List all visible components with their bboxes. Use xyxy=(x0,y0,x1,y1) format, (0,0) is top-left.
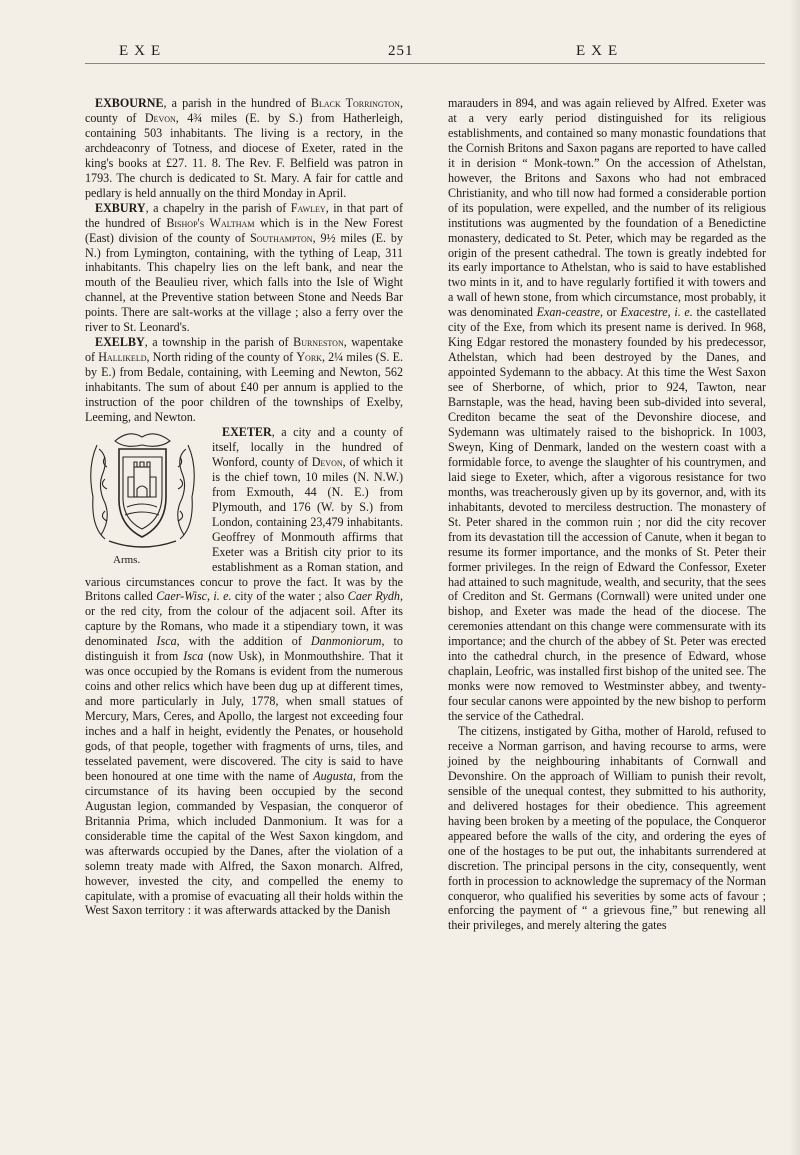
page-number: 251 xyxy=(388,43,414,59)
running-head-right: EXE xyxy=(576,43,624,59)
italic-term: Caer Rydh xyxy=(347,589,400,604)
exeter-continued: marauders in 894, and was again relieved by Alfred. Exeter was at a very early period distinguished for its religious establishments, and contained so many monastic foundations that the Cornish Britons and Saxon pagans are reported to have called it in derision “ Monk-town.” On the accession of Athelstan, however, the Britons and Saxons who had not embraced Christianity, and who till now had formed a considerable portion of its population, were expelled, and the number of its religious institutions was augmented by the foundation of a Benedictine monastery, dedicated to St. Peter, which may be regarded as the origin of the present cathedral. The town is greatly indebted for its early importance to Athelstan, who is said to have established two mints in it, and to have regularly fortified it with towers and a wall of hewn stone, from which circumstance, most probably, it was denominated Exan-ceastre, or Exacestre, i. e. the castellated city of the Exe, from which its present name is derived. In 968, King Edgar restored the monastery founded by his predecessor, Athelstan, which had been destroyed by the Danes, and appointed Sydemann to the abbacy. At this time the West Saxon see of Sherborne, of which, prior to 924, Tawton, near Barnstaple, was the head, having been sub-divided into several, Crediton became the seat of the Devonshire diocese, and Sydemann was ultimately raised to the bishoprick. In 1003, Sweyn, King of Denmark, landed on the western coast with a formidable force, to avenge the slaughter of his countrymen, and laid siege to Exeter, which, after a vigorous resistance for two months, was treacherously given up by its governor, and, with its inhabitants, devoted to merciless destruction. The monastery of St. Peter shared in the common ruin ; nor did the city recover from its devastation till the accession of Canute, when it began to resume its former importance, and the monks of St. Peter their former privileges. In the reign of Edward the Confessor, Exeter had attained to such magnitude, wealth, and security, that the sees of Crediton and St. Germans (Cornwall) were united under one bishop, and Exeter was made the head of the diocese. The ceremonies attendant on this change were commensurate with its importance; and the church of the abbey of St. Peter was erected into the cathedral church, in the presence of Edward, whose chaplain, Leofric, was installed first bishop of the united see. The monks were now removed to Westminster abbey, and twenty-four secular canons were appointed by the new bishop to perform the service of the Cathedral. xyxy=(448,96,766,724)
place-name: York xyxy=(296,350,322,365)
entry-headword: EXBURY xyxy=(95,200,146,215)
place-name: Bishop's Waltham xyxy=(166,215,255,230)
entry-headword: EXELBY xyxy=(95,335,145,350)
place-name: Fawley xyxy=(290,200,326,215)
coat-of-arms xyxy=(79,427,206,567)
place-name: Devon xyxy=(144,110,176,125)
page-edge-shadow xyxy=(790,0,800,1155)
header-rule xyxy=(85,63,765,64)
place-name: Hallikeld xyxy=(98,350,147,365)
italic-term: Danmoniorum xyxy=(310,634,382,649)
entry-exbury: EXBURY, a chapelry in the parish of Fawley, in that part of the hundred of Bishop's Waltham which is in the New Forest (East) division of the county of Southampton, 9½ miles (E. by N.) from Lymington, containing, with the tything of Leap, 311 inhabitants. This chapelry lies on the left bank, and near the mouth of the Beaulieu river, which falls into the Isle of Wight channel, at the Preventive station between Stone and Needs Bar points. There are salt-works at the village ; also a ferry over the river to St. Leonard's. xyxy=(85,200,403,335)
entry-headword: EXBOURNE xyxy=(95,96,164,110)
place-name: Devon xyxy=(311,454,343,469)
left-column xyxy=(85,96,403,918)
place-name: Burneston xyxy=(293,335,344,350)
italic-term: Exacestre, i. e. xyxy=(620,305,693,320)
italic-term: Augusta xyxy=(313,768,353,783)
arms-caption: Arms. xyxy=(113,553,141,566)
entry-exbourne: EXBOURNE, a parish in the hundred of Black Torrington, county of Devon, 4¾ miles (E. by S.) from Hatherleigh, containing 503 inhabitants. The living is a rectory, in the archdeaconry of Totness, and diocese of Exeter, rated in the king's books at £27. 11. 8. The Rev. F. Belfield was patron in 1793. The church is dedicated to St. Mary. A fair for cattle and pedlary is held annually on the third Monday in April. xyxy=(85,96,403,200)
right-column xyxy=(448,96,766,933)
exeter-citizens-paragraph: The citizens, instigated by Githa, mother of Harold, refused to receive a Norman garrison, and having recourse to arms, were joined by the neighbouring inhabitants of Cornwall and Devonshire. On the approach of William to punish their revolt, sensible of the unequal contest, they submitted to his authority, and delivered hostages for their obedience. This agreement having been broken by a meeting of the populace, the Conqueror appeared before the walls of the city, and ordering the eyes of one of the hostages to be put out, the inhabitants surrendered at discretion. The principal persons in the city, consequently, went forth in procession to acknowledge the supremacy of the Norman conqueror, who qualified his severities by some acts of favour ; enforcing the payment of “ a grievous fine,” but renewing all their privileges, and merely altering the gates xyxy=(448,724,766,933)
entry-exelby: EXELBY, a township in the parish of Burneston, wapentake of Hallikeld, North riding of the county of York, 2¼ miles (S. E. by E.) from Bedale, containing, with Leeming and Newton, 562 inhabitants. The sum of about £40 per annum is applied to the instruction of the poor children of the townships of Exelby, Leeming, and Newton. xyxy=(85,335,403,425)
entry-exeter: EXETER, a city and a county of itself, locally in the hundred of Wonford, county of Devon, of which it is the chief town, 10 miles (N. N.W.) from Exmouth, 44 (N. E.) from Plymouth, and 176 (W. by S.) from London, containing 23,479 inhabitants. Geoffrey of Monmouth affirms that Exeter was a British city prior to its establishment as a Roman station, and various circumstances concur to prove the fact. It was by the Britons called Caer-Wisc, i. e. city of the water ; also Caer Rydh, or the red city, from the colour of the adjacent soil. After its capture by the Romans, who made it a stipendiary town, it was denominated Isca, with the addition of Danmoniorum, to distinguish it from Isca (now Usk), in Monmouthshire. That it was once occupied by the Romans is evident from the numerous coins and other relics which have been dug up at different times, and more particularly in July, 1778, when small statues of Mercury, Mars, Ceres, and Apollo, the largest not exceeding four inches and a half in height, evidently the Penates, or household gods, of that people, together with fragments of urns, tiles, and tesselated pavement, were discovered. The city is said to have been honoured at one time with the name of Augusta, from the circumstance of its having been occupied by the second Augustan legion, commanded by Vespasian, the conqueror of Britannia Prima, which included Danmonium. It was for a considerable time the capital of the West Saxon kingdom, and was afterwards occupied by the Danes, after the violation of a solemn treaty made with Alfred, the Saxon monarch. Alfred, however, invested the city, and compelled the enemy to capitulate, with a promise of evacuating all their holds within the West Saxon territory : it was afterwards attacked by the Danish xyxy=(85,424,404,918)
arms-shield-icon xyxy=(79,427,206,553)
running-head-left: EXE xyxy=(119,43,167,59)
place-name: Southampton xyxy=(250,230,313,245)
italic-term: Isca xyxy=(183,649,204,664)
place-name: Black Torrington xyxy=(310,96,400,110)
entry-headword: EXETER xyxy=(222,424,272,439)
italic-term: Exan-ceastre xyxy=(536,305,600,320)
italic-term: Isca xyxy=(156,634,177,649)
italic-term: Caer-Wisc, i. e. xyxy=(156,589,232,604)
